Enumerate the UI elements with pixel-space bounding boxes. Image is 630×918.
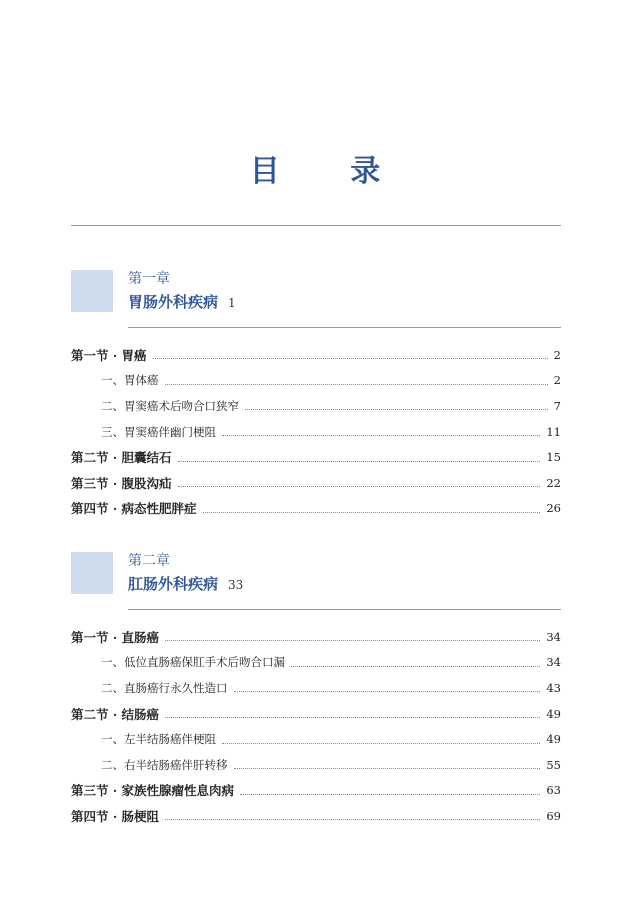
dot-leader [165, 384, 548, 385]
toc-section-entry[interactable] [71, 444, 561, 470]
toc-entry-title: 第四节 · 肠梗阻 [71, 808, 160, 824]
dot-leader [165, 640, 540, 641]
toc-entry-page: 15 [546, 450, 561, 465]
toc-entry-title: 第二节 · 胆囊结石 [71, 450, 172, 466]
dot-leader [153, 358, 548, 359]
dot-leader [234, 691, 541, 692]
toc-entry-title: 二、胃窦癌术后吻合口狭窄 [101, 398, 239, 413]
toc-entry-title: 第二节 · 结肠癌 [71, 706, 160, 722]
dot-leader [245, 409, 548, 410]
toc-entry-page: 34 [546, 655, 561, 670]
toc-entry-page: 49 [546, 732, 561, 747]
toc-entry-title: 一、低位直肠癌保肛手术后吻合口漏 [101, 655, 285, 670]
toc-entry-title: 第三节 · 腹股沟疝 [71, 475, 172, 491]
chapter-1-entries [71, 342, 561, 521]
toc-entry-page: 34 [546, 629, 561, 644]
dot-leader [222, 743, 540, 744]
toc-entry-title: 三、胃窦癌伴幽门梗阻 [101, 424, 216, 439]
toc-entry-page: 63 [546, 783, 561, 798]
dot-leader [178, 461, 541, 462]
toc-entry-title: 第三节 · 家族性腺瘤性息肉病 [71, 783, 235, 799]
chapter-name[interactable] [128, 292, 236, 313]
toc-entry-page: 55 [546, 757, 561, 772]
toc-entry-title: 二、右半结肠癌伴肝转移 [101, 757, 228, 772]
toc-subsection-entry[interactable] [71, 726, 561, 752]
dot-leader [234, 768, 541, 769]
toc-subsection-entry[interactable] [71, 752, 561, 778]
chapter-label: 第一章 [128, 271, 170, 287]
toc-entry-title: 第一节 · 直肠癌 [71, 629, 160, 645]
chapter-label: 第二章 [128, 553, 170, 569]
toc-entry-page: 2 [553, 347, 561, 362]
toc-section-entry[interactable] [71, 342, 561, 368]
toc-entry-page: 22 [546, 475, 561, 490]
toc-entry-title: 第一节 · 胃癌 [71, 347, 147, 363]
toc-section-entry[interactable] [71, 624, 561, 650]
toc-entry-title: 第四节 · 病态性肥胖症 [71, 501, 197, 517]
toc-entry-title: 一、左半结肠癌伴梗阻 [101, 732, 216, 747]
toc-entry-title: 二、直肠癌行永久性造口 [101, 680, 228, 695]
toc-section-entry[interactable] [71, 803, 561, 829]
title-divider [71, 225, 561, 226]
toc-section-entry[interactable] [71, 496, 561, 522]
toc-section-entry[interactable] [71, 778, 561, 804]
chapter-page: 1 [228, 296, 236, 310]
toc-subsection-entry[interactable] [71, 393, 561, 419]
toc-entry-page: 49 [546, 706, 561, 721]
toc-entry-page: 69 [546, 808, 561, 823]
dot-leader [291, 666, 540, 667]
toc-entry-title: 一、胃体癌 [101, 373, 159, 388]
toc-section-entry[interactable] [71, 701, 561, 727]
dot-leader [240, 794, 540, 795]
chapter-divider [128, 327, 561, 328]
toc-subsection-entry[interactable] [71, 650, 561, 676]
toc-section-entry[interactable] [71, 470, 561, 496]
dot-leader [222, 435, 540, 436]
chapter-2-entries [71, 624, 561, 829]
toc-entry-page: 2 [553, 373, 561, 388]
toc-entry-page: 11 [546, 424, 561, 439]
page-title: 目 录 [249, 154, 411, 189]
chapter-marker-block [71, 270, 113, 312]
toc-entry-page: 26 [546, 501, 561, 516]
chapter-page: 33 [228, 578, 244, 592]
toc-subsection-entry[interactable] [71, 419, 561, 445]
chapter-title: 胃肠外科疾病 [128, 293, 219, 311]
dot-leader [178, 486, 541, 487]
toc-entry-page: 7 [553, 398, 561, 413]
chapter-divider [128, 609, 561, 610]
toc-subsection-entry[interactable] [71, 368, 561, 394]
toc-entry-page: 43 [546, 680, 561, 695]
dot-leader [165, 717, 540, 718]
dot-leader [165, 819, 540, 820]
toc-subsection-entry[interactable] [71, 675, 561, 701]
chapter-marker-block [71, 552, 113, 594]
chapter-title: 肛肠外科疾病 [128, 575, 219, 593]
chapter-name[interactable] [128, 574, 243, 595]
dot-leader [203, 512, 541, 513]
